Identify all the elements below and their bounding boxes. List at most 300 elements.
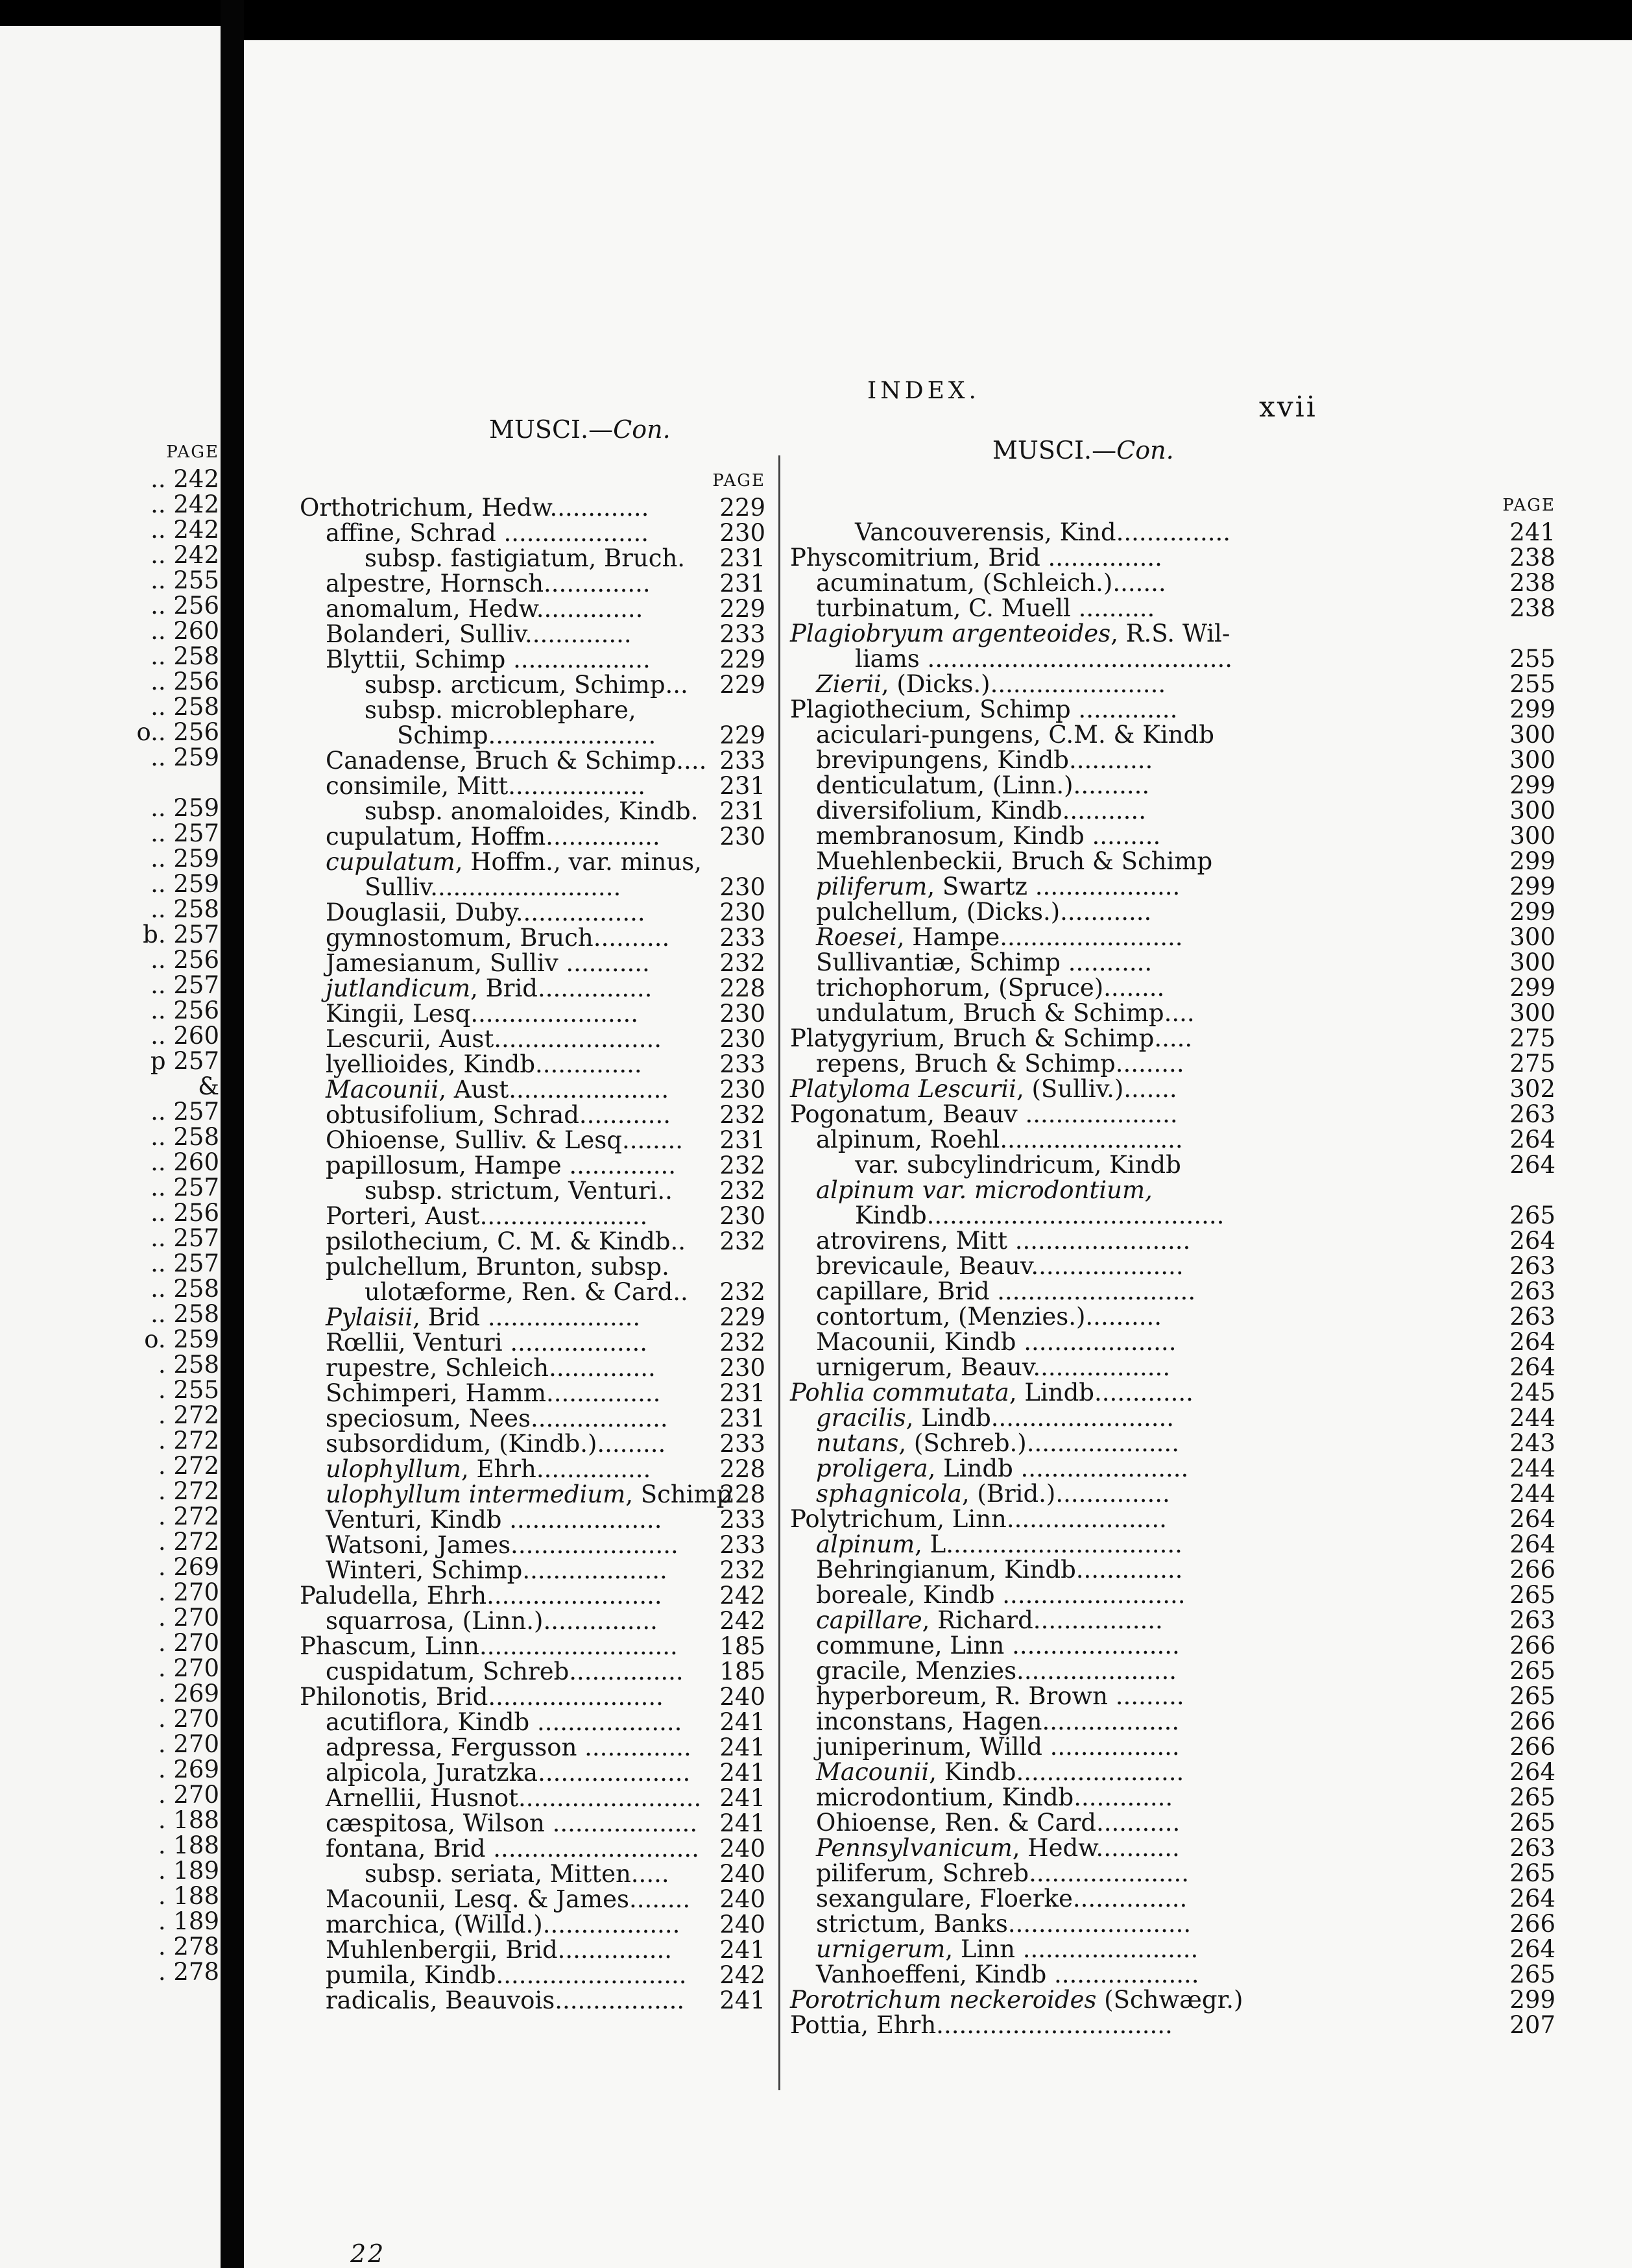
entry-text: Macounii, Kindb......................	[816, 1758, 1184, 1786]
entry-text: Platyloma Lescurii, (Sulliv.).......	[790, 1075, 1177, 1103]
entry-text: Douglasii, Duby.................	[326, 899, 645, 926]
entry-page-number: 242	[719, 1607, 765, 1635]
index-entry	[790, 1683, 1555, 1709]
index-entry	[300, 1330, 765, 1355]
entry-page-number: 228	[719, 974, 765, 1002]
entry-text: commune, Linn ......................	[816, 1632, 1180, 1659]
entry-text: acutiflora, Kindb ...................	[326, 1708, 682, 1736]
index-entry	[300, 1456, 765, 1482]
entry-text: subsp. strictum, Venturi..	[365, 1177, 673, 1205]
index-entry	[300, 1431, 765, 1456]
entry-page-number: 255	[1509, 645, 1555, 673]
index-entry	[790, 1911, 1555, 1936]
entry-text: juniperinum, Willd .................	[816, 1733, 1180, 1761]
entry-page-number: 229	[719, 595, 765, 623]
entry-text: undulatum, Bruch & Schimp....	[816, 999, 1195, 1027]
entry-page-number: 263	[1509, 1834, 1555, 1862]
index-entry	[790, 1785, 1555, 1810]
index-entry	[300, 495, 765, 520]
facing-page-row: p 257	[150, 1047, 219, 1075]
entry-page-number: 231	[719, 1379, 765, 1407]
entry-text: jutlandicum, Brid...............	[326, 974, 653, 1002]
facing-page-row: . 189	[158, 1857, 219, 1885]
facing-page-row: . 272	[158, 1427, 219, 1454]
facing-page-row: .. 259	[150, 870, 219, 898]
entry-page-number: 185	[719, 1632, 765, 1660]
entry-page-number: 263	[1509, 1303, 1555, 1331]
index-entry	[300, 1659, 765, 1684]
book-gutter	[221, 0, 244, 2268]
entry-text: Schimperi, Hamm...............	[326, 1379, 661, 1407]
entry-page-number: 266	[1509, 1910, 1555, 1938]
entry-page-number: 300	[1509, 746, 1555, 774]
entry-text: squarrosa, (Linn.)...............	[326, 1607, 658, 1635]
index-entry	[300, 1735, 765, 1760]
entry-text: hyperboreum, R. Brown .........	[816, 1682, 1184, 1710]
facing-page-row: . 270	[158, 1705, 219, 1733]
entry-text: cæspitosa, Wilson ...................	[326, 1809, 698, 1837]
entry-text: urnigerum, Linn .......................	[816, 1935, 1199, 1963]
entry-page-number: 228	[719, 1480, 765, 1508]
entry-text: Orthotrichum, Hedw.............	[300, 494, 649, 522]
entry-text: Phascum, Linn..........................	[300, 1632, 678, 1660]
index-entry	[300, 1102, 765, 1128]
facing-page-row: . 269	[158, 1680, 219, 1707]
entry-text: Polytrichum, Linn.....................	[790, 1505, 1167, 1533]
index-entry	[300, 1583, 765, 1608]
entry-page-number: 231	[719, 772, 765, 800]
index-entry	[790, 2012, 1555, 2038]
index-entry	[790, 747, 1555, 773]
index-entry	[300, 799, 765, 824]
entry-text: strictum, Banks........................	[816, 1910, 1192, 1938]
index-entry	[300, 520, 765, 546]
facing-page-row: . 270	[158, 1781, 219, 1809]
index-entry	[790, 1506, 1555, 1532]
index-entry	[790, 950, 1555, 975]
entry-page-number: 240	[719, 1911, 765, 1938]
index-entry	[790, 823, 1555, 849]
facing-page-row: .. 260	[150, 1148, 219, 1176]
entry-text: Macounii, Aust.....................	[326, 1076, 669, 1104]
facing-page-row: .. 242	[150, 490, 219, 518]
entry-page-number: 299	[1509, 1986, 1555, 2014]
index-entry	[790, 1127, 1555, 1152]
entry-page-number: 232	[719, 1152, 765, 1179]
entry-page-number: 266	[1509, 1733, 1555, 1761]
entry-text: speciosum, Nees..................	[326, 1405, 668, 1432]
index-entry	[300, 1962, 765, 1988]
entry-text: Plagiothecium, Schimp .............	[790, 695, 1178, 723]
index-entry	[300, 1988, 765, 2013]
index-entry	[300, 1811, 765, 1836]
index-entry	[300, 976, 765, 1001]
index-page	[244, 40, 1632, 2268]
facing-page-row: . 255	[158, 1376, 219, 1404]
facing-page-row: .. 259	[150, 743, 219, 771]
entry-page-number: 231	[719, 1126, 765, 1154]
facing-page-row: . 270	[158, 1654, 219, 1682]
index-entry	[300, 1153, 765, 1178]
index-entry	[300, 1634, 765, 1659]
entry-text: Arnellii, Husnot........................	[326, 1784, 702, 1812]
index-entry	[300, 950, 765, 976]
entry-page-number: 265	[1509, 1783, 1555, 1811]
page-folio: xvii	[1259, 391, 1317, 424]
entry-text: Physcomitrium, Brid ...............	[790, 544, 1162, 572]
entry-text: radicalis, Beauvois.................	[326, 1986, 685, 2014]
entry-text: diversifolium, Kindb...........	[816, 797, 1146, 825]
entry-text: gracilis, Lindb........................	[816, 1404, 1175, 1432]
entry-page-number: 230	[719, 823, 765, 850]
entry-text: Muhlenbergii, Brid...............	[326, 1936, 673, 1964]
facing-page-row: .. 257	[150, 1249, 219, 1277]
entry-page-number: 232	[719, 1329, 765, 1357]
index-entry	[790, 1810, 1555, 1835]
facing-page-row: o.. 256	[136, 718, 219, 746]
index-entry	[790, 520, 1555, 545]
index-entry	[300, 621, 765, 647]
index-entry	[300, 1507, 765, 1532]
entry-text: psilothecium, C. M. & Kindb..	[326, 1227, 686, 1255]
entry-text: Behringianum, Kindb..............	[816, 1556, 1183, 1584]
facing-page-row: . 270	[158, 1730, 219, 1758]
index-entry	[300, 697, 765, 723]
facing-page-row: .. 260	[150, 1022, 219, 1050]
index-entry	[790, 1633, 1555, 1658]
facing-page-row: . 188	[158, 1882, 219, 1910]
index-entry	[300, 1937, 765, 1962]
left-column-heading: MUSCI.—Con.	[489, 415, 671, 444]
entry-page-number: 240	[719, 1683, 765, 1711]
left-index-column	[300, 470, 765, 2013]
index-entry	[300, 925, 765, 950]
entry-page-number: 241	[1509, 518, 1555, 546]
entry-page-number: 232	[719, 949, 765, 977]
entry-page-number: 300	[1509, 822, 1555, 850]
facing-page-row: .. 258	[150, 1275, 219, 1303]
entry-text: ulotæforme, Ren. & Card..	[365, 1278, 688, 1306]
index-entry	[300, 1760, 765, 1785]
entry-text: liams ........................................	[855, 645, 1233, 673]
entry-page-number: 238	[1509, 569, 1555, 597]
entry-text: ulophyllum, Ehrh...............	[326, 1455, 651, 1483]
entry-text: pulchellum, (Dicks.)............	[816, 898, 1152, 926]
running-title: INDEX.	[867, 378, 980, 404]
entry-text: Zierii, (Dicks.).......................	[816, 670, 1166, 698]
facing-page-row: . 189	[158, 1907, 219, 1935]
index-entry	[300, 1381, 765, 1406]
entry-page-number: 264	[1509, 1505, 1555, 1533]
entry-text: Muehlenbeckii, Bruch & Schimp	[816, 847, 1213, 875]
entry-page-number: 264	[1509, 1227, 1555, 1255]
entry-text: subsp. arcticum, Schimp...	[365, 671, 688, 699]
entry-page-number: 232	[719, 1101, 765, 1129]
index-entry	[790, 975, 1555, 1000]
entry-page-number: 264	[1509, 1353, 1555, 1381]
index-entry	[790, 1861, 1555, 1886]
entry-text: alpinum var. microdontium,	[816, 1176, 1153, 1204]
facing-page-row: .. 257	[150, 1224, 219, 1252]
entry-text: Venturi, Kindb ....................	[326, 1506, 662, 1534]
index-entry	[790, 1430, 1555, 1456]
entry-page-number: 264	[1509, 1151, 1555, 1179]
entry-page-number: 233	[719, 1531, 765, 1559]
index-entry	[790, 1405, 1555, 1430]
facing-page-row: . 272	[158, 1502, 219, 1530]
index-entry	[300, 723, 765, 748]
entry-page-number: 231	[719, 1405, 765, 1432]
index-entry	[300, 1229, 765, 1254]
entry-page-number: 265	[1509, 1581, 1555, 1609]
entry-page-number: 263	[1509, 1606, 1555, 1634]
index-entry	[300, 1077, 765, 1102]
index-entry	[790, 621, 1555, 646]
index-entry	[790, 570, 1555, 596]
facing-page-row: . 258	[158, 1351, 219, 1379]
entry-page-number: 263	[1509, 1252, 1555, 1280]
entry-page-number: 266	[1509, 1556, 1555, 1584]
facing-page-row: .. 256	[150, 946, 219, 974]
index-entry	[790, 899, 1555, 924]
index-entry	[790, 1835, 1555, 1861]
index-entry	[300, 1887, 765, 1912]
index-entry	[790, 545, 1555, 570]
index-entry	[790, 1987, 1555, 2012]
entry-page-number: 264	[1509, 1328, 1555, 1356]
entry-text: Pohlia commutata, Lindb.............	[790, 1379, 1194, 1406]
index-entry	[790, 596, 1555, 621]
entry-page-number: 299	[1509, 873, 1555, 900]
index-entry	[300, 546, 765, 571]
entry-text: brevipungens, Kindb...........	[816, 746, 1153, 774]
entry-text: aciculari-pungens, C.M. & Kindb	[816, 721, 1214, 749]
index-entry	[790, 1355, 1555, 1380]
entry-text: subsp. seriata, Mitten.....	[365, 1860, 669, 1888]
entry-text: Ohioense, Ren. & Card...........	[816, 1809, 1181, 1837]
entry-page-number: 233	[719, 747, 765, 775]
entry-text: alpicola, Juratzka....................	[326, 1759, 691, 1787]
index-entry	[300, 1279, 765, 1305]
entry-page-number: 263	[1509, 1100, 1555, 1128]
facing-page-edge	[0, 26, 221, 2268]
column-divider	[778, 455, 780, 2090]
entry-page-number: 240	[719, 1860, 765, 1888]
index-entry	[300, 1684, 765, 1709]
entry-text: alpinum, L...............................	[816, 1530, 1182, 1558]
entry-text: membranosum, Kindb .........	[816, 822, 1161, 850]
entry-page-number: 265	[1509, 1201, 1555, 1229]
entry-text: subsp. microblephare,	[365, 696, 636, 724]
facing-page-row: .. 258	[150, 1300, 219, 1328]
entry-text: Porteri, Aust......................	[326, 1202, 648, 1230]
index-entry	[300, 1785, 765, 1811]
index-entry	[300, 1861, 765, 1887]
entry-text: Macounii, Lesq. & James........	[326, 1885, 691, 1913]
entry-page-number: 241	[719, 1708, 765, 1736]
index-entry	[790, 924, 1555, 950]
entry-text: proligera, Lindb ......................	[816, 1454, 1189, 1482]
entry-page-number: 229	[719, 494, 765, 522]
index-entry	[300, 1406, 765, 1431]
entry-text: Jamesianum, Sulliv ...........	[326, 949, 650, 977]
facing-page-label: PAGE	[166, 442, 219, 462]
entry-text: obtusifolium, Schrad............	[326, 1101, 671, 1129]
index-entry	[790, 646, 1555, 671]
entry-page-number: 241	[719, 1759, 765, 1787]
entry-text: sphagnicola, (Brid.)...............	[816, 1480, 1170, 1508]
index-entry	[790, 1026, 1555, 1051]
entry-page-number: 233	[719, 924, 765, 952]
index-entry	[300, 1709, 765, 1735]
entry-page-number: 245	[1509, 1379, 1555, 1406]
entry-page-number: 233	[719, 1506, 765, 1534]
entry-text: Pennsylvanicum, Hedw...........	[816, 1834, 1180, 1862]
entry-text: Roesei, Hampe........................	[816, 923, 1183, 951]
index-entry	[790, 1456, 1555, 1481]
entry-text: Macounii, Kindb ....................	[816, 1328, 1177, 1356]
entry-page-number: 230	[719, 1354, 765, 1382]
entry-text: boreale, Kindb ........................	[816, 1581, 1186, 1609]
entry-page-number: 300	[1509, 797, 1555, 825]
entry-page-number: 265	[1509, 1657, 1555, 1685]
entry-text: adpressa, Fergusson ..............	[326, 1733, 691, 1761]
entry-page-number: 229	[719, 721, 765, 749]
left-page-col-label: PAGE	[712, 471, 765, 490]
entry-text: Sullivantiæ, Schimp ...........	[816, 948, 1153, 976]
entry-page-number: 230	[719, 519, 765, 547]
entry-text: gymnostomum, Bruch..........	[326, 924, 670, 952]
entry-text: Winteri, Schimp...................	[326, 1556, 667, 1584]
facing-page-row: .. 256	[150, 668, 219, 695]
index-entry	[300, 1836, 765, 1861]
facing-page-row: .. 257	[150, 1174, 219, 1201]
facing-page-row: .. 258	[150, 895, 219, 923]
entry-text: Rœllii, Venturi ..................	[326, 1329, 648, 1357]
entry-text: Vancouverensis, Kind...............	[855, 518, 1230, 546]
entry-text: atrovirens, Mitt .......................	[816, 1227, 1191, 1255]
entry-text: alpestre, Hornsch..............	[326, 570, 651, 597]
index-entry	[790, 1658, 1555, 1683]
index-entry	[300, 849, 765, 875]
facing-page-row: . 188	[158, 1831, 219, 1859]
entry-text: Bolanderi, Sulliv..............	[326, 620, 632, 648]
index-entry	[790, 1228, 1555, 1253]
entry-page-number: 231	[719, 570, 765, 597]
entry-page-number: 241	[719, 1936, 765, 1964]
entry-page-number: 240	[719, 1885, 765, 1913]
entry-text: trichophorum, (Spruce)........	[816, 974, 1165, 1002]
index-entry	[300, 1052, 765, 1077]
index-entry	[300, 1128, 765, 1153]
index-entry	[790, 1102, 1555, 1127]
index-entry	[300, 1305, 765, 1330]
facing-page-row: o. 259	[144, 1325, 219, 1353]
entry-text: Philonotis, Brid.......................	[300, 1683, 664, 1711]
index-entry	[790, 1734, 1555, 1759]
entry-text: capillare, Richard.................	[816, 1606, 1163, 1634]
entry-page-number: 185	[719, 1658, 765, 1685]
entry-text: turbinatum, C. Muell ..........	[816, 594, 1155, 622]
entry-page-number: 266	[1509, 1707, 1555, 1735]
index-entry	[790, 1532, 1555, 1557]
entry-text: microdontium, Kindb.............	[816, 1783, 1173, 1811]
index-entry	[300, 647, 765, 672]
entry-page-number: 265	[1509, 1809, 1555, 1837]
index-entry	[790, 1582, 1555, 1608]
entry-page-number: 207	[1509, 2011, 1555, 2039]
entry-page-number: 243	[1509, 1429, 1555, 1457]
index-entry	[300, 1532, 765, 1558]
entry-page-number: 230	[719, 1076, 765, 1104]
index-entry	[300, 1001, 765, 1026]
entry-page-number: 265	[1509, 1859, 1555, 1887]
index-entry	[300, 824, 765, 849]
entry-text: contortum, (Menzies.)..........	[816, 1303, 1162, 1331]
index-entry	[790, 1152, 1555, 1177]
entry-page-number: 238	[1509, 544, 1555, 572]
entry-page-number: 244	[1509, 1480, 1555, 1508]
facing-page-row: .. 258	[150, 1123, 219, 1151]
entry-text: consimile, Mitt..................	[326, 772, 645, 800]
index-entry	[790, 1759, 1555, 1785]
index-entry	[790, 1608, 1555, 1633]
signature-mark: 22	[350, 2239, 386, 2268]
index-entry	[300, 875, 765, 900]
index-entry	[300, 748, 765, 773]
entry-text: denticulatum, (Linn.)..........	[816, 771, 1150, 799]
entry-page-number: 241	[719, 1784, 765, 1812]
index-entry	[790, 773, 1555, 798]
facing-page-row: .. 257	[150, 819, 219, 847]
entry-text: Pottia, Ehrh...............................	[790, 2011, 1173, 2039]
entry-page-number: 299	[1509, 695, 1555, 723]
entry-page-number: 233	[719, 1050, 765, 1078]
right-page-col-label: PAGE	[1502, 496, 1555, 515]
entry-page-number: 238	[1509, 594, 1555, 622]
facing-page-row: .. 242	[150, 465, 219, 493]
facing-page-row: .. 242	[150, 541, 219, 569]
entry-text: cupulatum, Hoffm...............	[326, 823, 660, 850]
facing-page-row: . 272	[158, 1477, 219, 1505]
entry-text: acuminatum, (Schleich.).......	[816, 569, 1166, 597]
facing-page-row: . 272	[158, 1528, 219, 1556]
entry-text: Kingii, Lesq......................	[326, 1000, 639, 1028]
entry-text: Canadense, Bruch & Schimp....	[326, 747, 707, 775]
entry-text: cupulatum, Hoffm., var. minus,	[326, 848, 702, 876]
facing-page-row: .. 256	[150, 996, 219, 1024]
facing-page-row: . 272	[158, 1452, 219, 1480]
entry-page-number: 299	[1509, 898, 1555, 926]
entry-text: Schimp......................	[397, 721, 656, 749]
facing-page-row: . 278	[158, 1933, 219, 1960]
entry-text: Plagiobryum argenteoides, R.S. Wil-	[790, 620, 1230, 647]
entry-text: var. subcylindricum, Kindb	[855, 1151, 1181, 1179]
entry-text: subsordidum, (Kindb.).........	[326, 1430, 666, 1458]
facing-page-row	[5, 770, 219, 795]
index-entry	[300, 1355, 765, 1381]
index-entry	[300, 596, 765, 621]
index-entry	[790, 1936, 1555, 1962]
entry-text: gracile, Menzies.....................	[816, 1657, 1177, 1685]
entry-text: piliferum, Swartz ...................	[816, 873, 1181, 900]
facing-page-row: . 270	[158, 1629, 219, 1657]
entry-text: affine, Schrad ...................	[326, 519, 649, 547]
index-entry	[790, 1304, 1555, 1329]
entry-page-number: 275	[1509, 1024, 1555, 1052]
entry-page-number: 230	[719, 1000, 765, 1028]
entry-page-number: 229	[719, 671, 765, 699]
